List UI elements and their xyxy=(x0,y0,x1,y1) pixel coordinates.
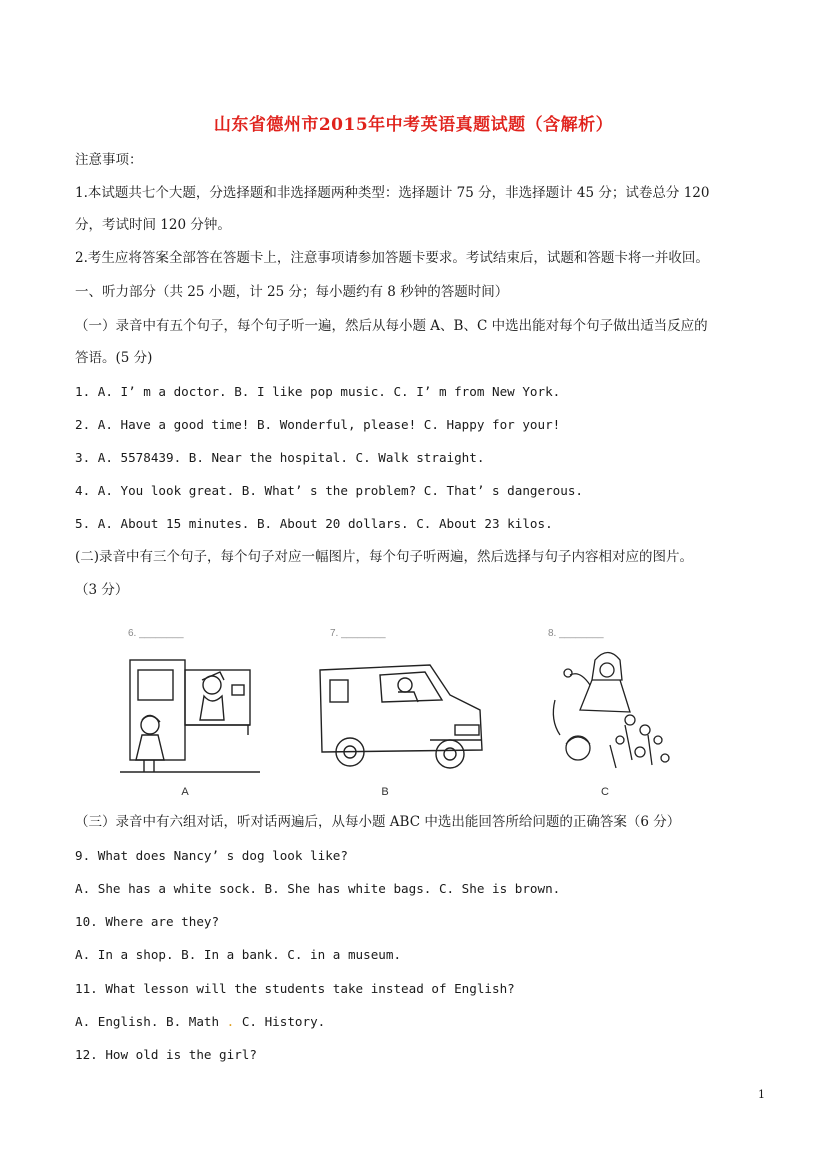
question-11-options-c: C. History. xyxy=(234,1014,326,1029)
picture-b-label: B xyxy=(381,786,389,798)
picture-c xyxy=(540,620,690,800)
picture-b-number: 7. ________ xyxy=(330,628,386,639)
question-9: 9. What does Nancy’ s dog look like? xyxy=(75,848,348,863)
question-11-options xyxy=(75,1012,767,1032)
question-10: 10. Where are they? xyxy=(75,914,220,929)
picture-b xyxy=(310,620,460,800)
stray-dot: . xyxy=(226,1014,235,1029)
part-1-instructions-line-1: （一）录音中有五个句子，每个句子听一遍，然后从每小题 A、B、C 中选出能对每个句子做出适当反应的 xyxy=(75,318,708,334)
question-9-options: A. She has a white sock. B. She has white bags. C. She is brown. xyxy=(75,881,561,896)
van-illustration xyxy=(310,640,490,775)
section-1-heading: 一、听力部分（共 25 小题，计 25 分；每小题约有 8 秒钟的答题时间） xyxy=(75,284,509,300)
picture-c-label: C xyxy=(601,786,609,798)
question-3: 3. A. 5578439. B. Near the hospital. C. Walk straight. xyxy=(75,450,485,465)
part-3-instructions: （三）录音中有六组对话，听对话两遍后，从每小题 ABC 中选出能回答所给问题的正确答案（6 分） xyxy=(75,814,681,830)
part-1-instructions-line-2: 答语。(5 分) xyxy=(75,350,153,366)
question-5: 5. A. About 15 minutes. B. About 20 dollars. C. About 23 kilos. xyxy=(75,516,553,531)
page-number: 1 xyxy=(758,1088,765,1101)
question-1: 1. A. I’ m a doctor. B. I like pop music. C. I’ m from New York. xyxy=(75,384,561,399)
question-2: 2. A. Have a good time! B. Wonderful, please! C. Happy for your! xyxy=(75,417,561,432)
note-1-line-2: 分，考试时间 120 分钟。 xyxy=(75,217,231,233)
picture-a-number: 6. ________ xyxy=(128,628,184,639)
question-11-options-ab: A. English. B. Math xyxy=(75,1014,227,1029)
picture-row xyxy=(120,620,680,800)
question-11: 11. What lesson will the students take instead of English? xyxy=(75,981,515,996)
note-1-line-1: 1.本试题共七个大题，分选择题和非选择题两种类型：选择题计 75 分，非选择题计 45 分；试卷总分 120 xyxy=(75,185,710,201)
question-10-options: A. In a shop. B. In a bank. C. in a museum. xyxy=(75,947,402,962)
picture-c-number: 8. ________ xyxy=(548,628,604,639)
part-2-instructions-line-2: （3 分） xyxy=(75,582,129,598)
note-2: 2.考生应将答案全部答在答题卡上，注意事项请参加答题卡要求。考试结束后，试题和答题卡将一并收回。 xyxy=(75,250,709,266)
ticket-booth-illustration xyxy=(120,640,260,775)
girl-with-basket-illustration xyxy=(540,640,680,775)
part-2-instructions-line-1: (二)录音中有三个句子，每个句子对应一幅图片，每个句子听两遍，然后选择与句子内容相对应的图片。 xyxy=(75,549,694,565)
picture-a xyxy=(120,620,270,800)
page-title: 山东省德州市2015年中考英语真题试题（含解析） xyxy=(213,115,614,135)
picture-a-label: A xyxy=(181,786,189,798)
question-12: 12. How old is the girl? xyxy=(75,1047,257,1062)
notes-heading: 注意事项： xyxy=(75,152,143,168)
question-4: 4. A. You look great. B. What’ s the problem? C. That’ s dangerous. xyxy=(75,483,583,498)
